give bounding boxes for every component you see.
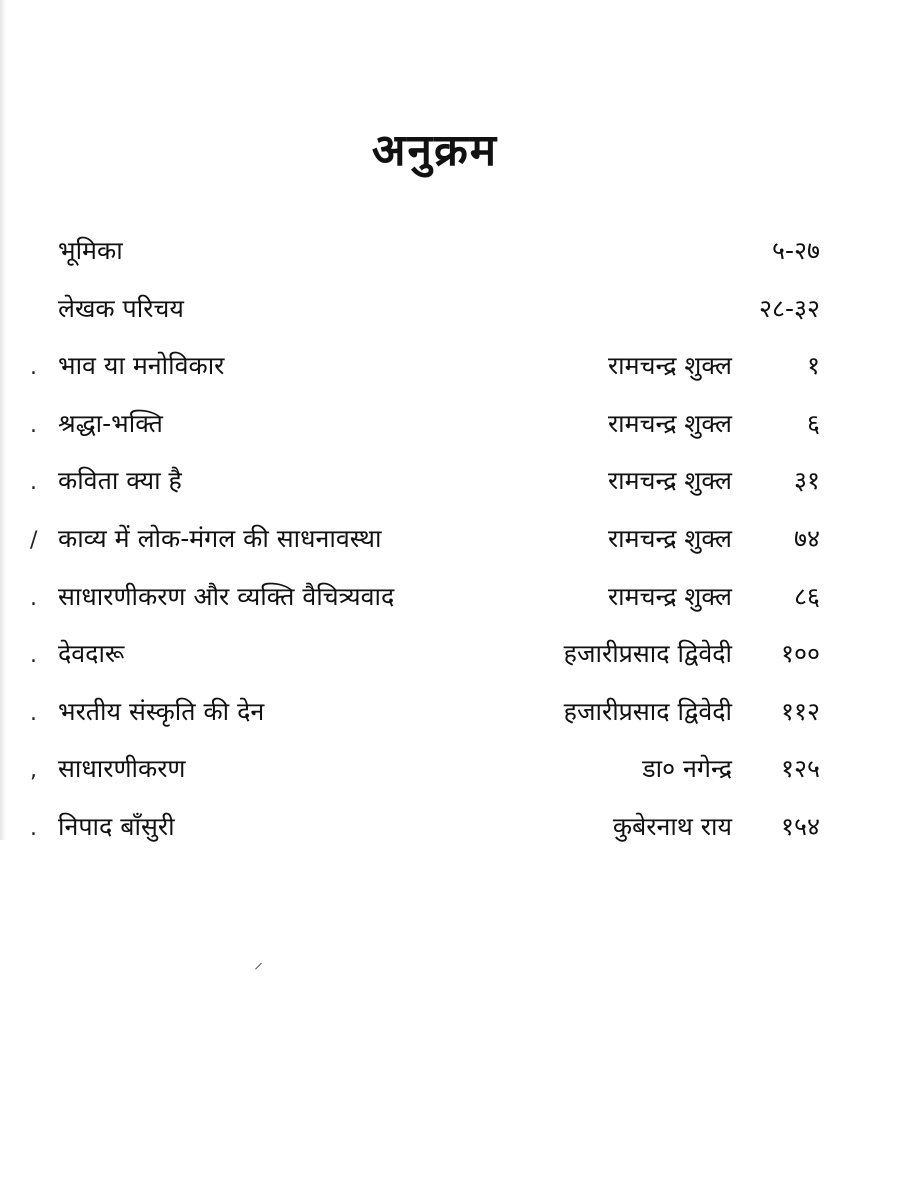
pencil-mark: .: [30, 470, 37, 496]
toc-entry: [0, 683, 900, 741]
entry-page-number: २८-३२: [758, 293, 820, 323]
entry-title: साधारणीकरण: [58, 754, 186, 784]
entry-title: श्रद्धा-भक्ति: [58, 408, 163, 438]
entry-page-number: १५४: [780, 811, 820, 841]
entry-title: साधारणीकरण और व्यक्ति वैचित्र्यवाद: [58, 581, 395, 611]
toc-entry: [0, 337, 900, 395]
entry-title: काव्य में लोक-मंगल की साधनावस्था: [58, 523, 382, 553]
entry-author: कुबेरनाथ राय: [612, 811, 732, 841]
entry-author: रामचन्द्र शुक्ल: [607, 466, 732, 496]
table-of-contents: [0, 222, 900, 856]
entry-author: हजारीप्रसाद द्विवेदी: [563, 696, 732, 726]
entry-author: डा० नगेन्द्र: [642, 754, 732, 784]
pencil-mark: ,: [30, 758, 37, 784]
entry-page-number: ११२: [780, 696, 820, 726]
entry-page-number: ३१: [793, 466, 820, 496]
toc-entry: [0, 568, 900, 626]
toc-entry: [0, 452, 900, 510]
toc-entry: [0, 625, 900, 683]
entry-page-number: १२५: [780, 754, 820, 784]
entry-title: देवदारू: [58, 639, 125, 669]
pencil-mark: .: [30, 815, 37, 841]
entry-page-number: १००: [780, 639, 820, 669]
entry-title: निपाद बाँसुरी: [58, 811, 175, 841]
stray-pencil-mark: ⸝: [254, 952, 263, 973]
entry-author: रामचन्द्र शुक्ल: [607, 351, 732, 381]
toc-entry: [0, 740, 900, 798]
pencil-mark: .: [30, 355, 37, 381]
toc-entry: [0, 798, 900, 856]
entry-author: रामचन्द्र शुक्ल: [607, 581, 732, 611]
pencil-mark: .: [30, 643, 37, 669]
entry-title: भाव या मनोविकार: [58, 351, 225, 381]
toc-entry: [0, 510, 900, 568]
entry-page-number: १: [806, 351, 820, 381]
pencil-mark: /: [30, 527, 38, 553]
entry-author: रामचन्द्र शुक्ल: [607, 408, 732, 438]
entry-title: भरतीय संस्कृति की देन: [58, 696, 265, 726]
entry-author: हजारीप्रसाद द्विवेदी: [563, 639, 732, 669]
pencil-mark: .: [30, 700, 37, 726]
toc-entry: [0, 222, 900, 280]
entry-title: लेखक परिचय: [58, 293, 184, 323]
entry-page-number: ७४: [793, 523, 820, 553]
toc-entry: [0, 280, 900, 338]
entry-title: कविता क्या है: [58, 466, 182, 496]
pencil-mark: .: [30, 585, 37, 611]
toc-entry: [0, 395, 900, 453]
pencil-mark: .: [30, 412, 37, 438]
page-title: अनुक्रम: [371, 125, 499, 176]
entry-title: भूमिका: [58, 236, 123, 265]
entry-author: रामचन्द्र शुक्ल: [607, 523, 732, 553]
entry-page-number: ६: [806, 408, 820, 438]
entry-page-number: ५-२७: [771, 236, 820, 265]
entry-page-number: ८६: [793, 581, 820, 611]
